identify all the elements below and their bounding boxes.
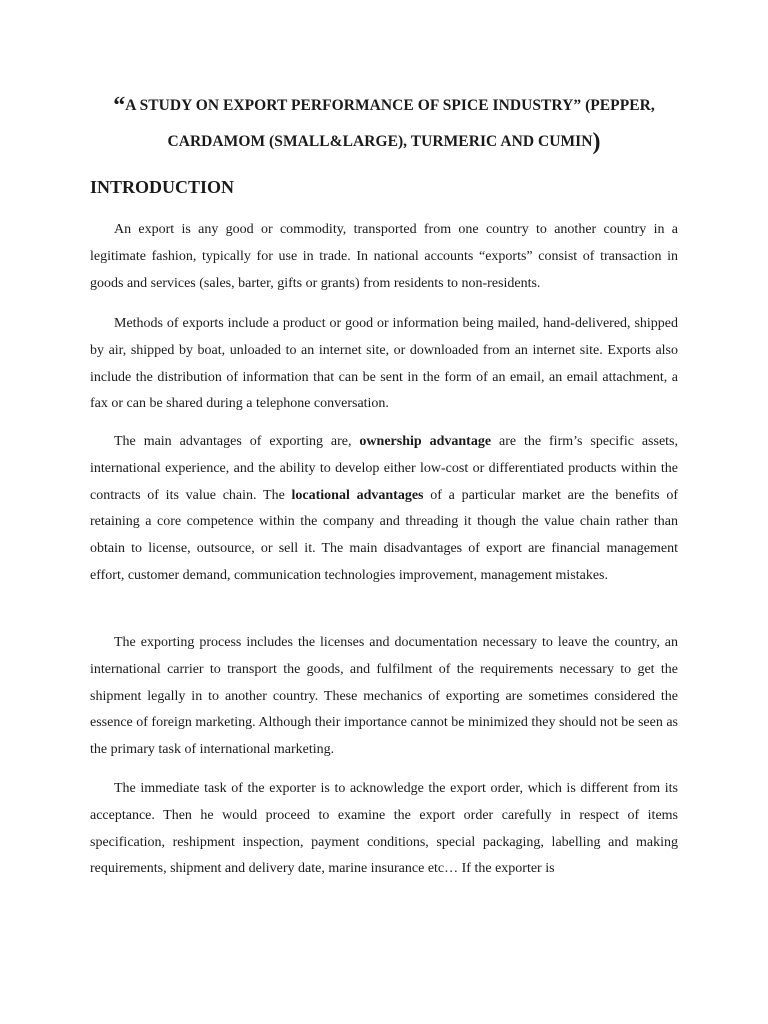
paragraph-3-text-e: of a particular market are the benefits of retaining a core competence within the company and threading it though the value chain rather than obtain to license, outsource, or sell it. The main disadvantages of export are financial management effort, customer demand, communication technologies improvement, management mistakes. [90, 487, 679, 583]
document-title [80, 88, 688, 160]
paragraph-3 [90, 429, 678, 590]
section-heading-introduction: INTRODUCTION [90, 177, 235, 197]
title-close-paren: ) [592, 129, 601, 155]
ownership-advantage-term: ownership advantage [359, 434, 492, 449]
paragraph-3-text-c: are the firm’s specific assets, international experience, and the ability to develop either low-cost or differentiated products within the contracts of its value chain. The [90, 434, 679, 503]
locational-advantages-term: locational advantages [291, 487, 424, 503]
paragraph-1: An export is any good or commodity, transported from one country to another country in a legitimate fashion, typically for use in trade. In national accounts “exports” consist of transaction in goods and services (sales, barter, gifts or grants) from residents to non-residents. [90, 222, 678, 291]
paragraph-3-text-a: The main advantages of exporting are, [114, 434, 360, 449]
title-open-quote: “ [113, 93, 126, 119]
paragraph-4: The exporting process includes the licenses and documentation necessary to leave the country, an international carrier to transport the goods, and fulfilment of the requirements necessary to get the shipment legally in to another country. These mechanics of exporting are sometimes considered the essence of foreign marketing. Although their importance cannot be minimized they should not be seen as the primary task of international marketing. [90, 635, 678, 758]
title-line-2: CARDAMOM (SMALL&LARGE), TURMERIC AND CUMIN [167, 133, 593, 150]
paragraph-5: The immediate task of the exporter is to acknowledge the export order, which is different from its acceptance. Then he would proceed to examine the export order carefully in respect of items specification, reshipment inspection, payment conditions, special packaging, labelling and making requirements, shipment and delivery date, marine insurance etc… If the exporter is [90, 781, 678, 877]
paragraph-2: Methods of exports include a product or good or information being mailed, hand-delivered, shipped by air, shipped by boat, unloaded to an internet site, or downloaded from an internet site. Exports also include the distribution of information that can be sent in the form of an email, an email attachment, a fax or can be shared during a telephone conversation. [90, 316, 678, 412]
title-line-1: A STUDY ON EXPORT PERFORMANCE OF SPICE INDUSTRY” (PEPPER, [125, 97, 655, 114]
